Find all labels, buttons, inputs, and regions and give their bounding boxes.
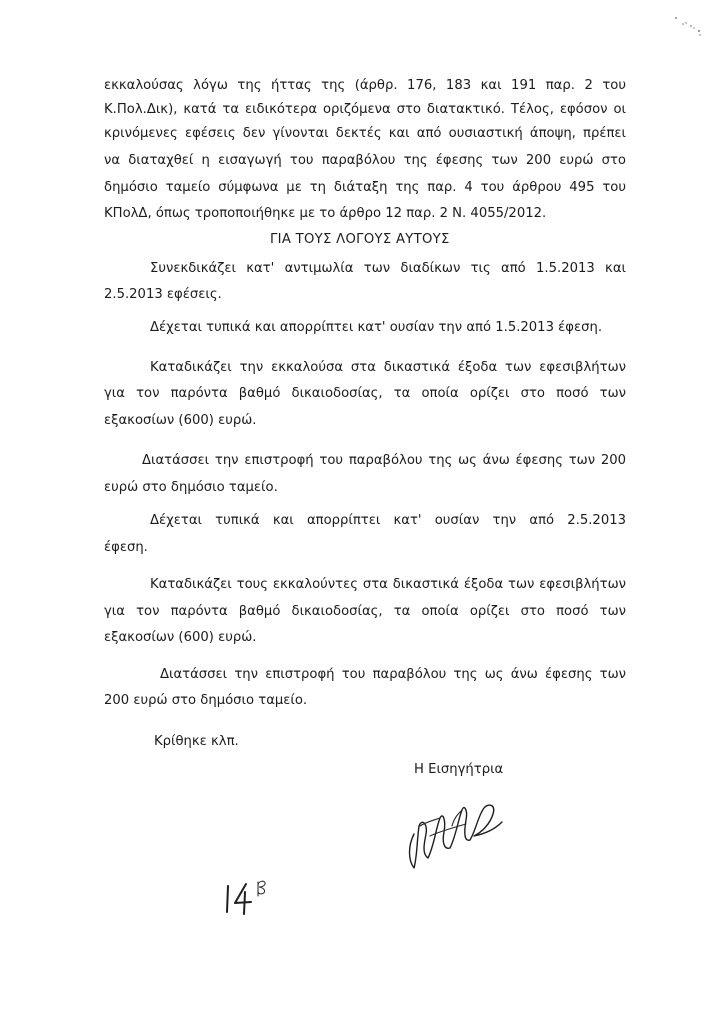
section-heading: ΓΙΑ ΤΟΥΣ ΛΟΓΟΥΣ ΑΥΤΟΥΣ <box>270 232 450 247</box>
ruling-line: για τον παρόντα βαθμό δικαιοδοσίας, τα οποία ορίζει στο ποσό των <box>104 604 626 619</box>
ruling-line: Κρίθηκε κλπ. <box>154 734 239 749</box>
ruling-line: 2.5.2013 εφέσεις. <box>104 287 222 302</box>
ruling-line: εξακοσίων (600) ευρώ. <box>104 630 257 645</box>
ruling-line: Συνεκδικάζει κατ' αντιμωλία των διαδίκων τις από 1.5.2013 και <box>150 261 626 276</box>
ruling-line: Διατάσσει την επιστροφή του παραβόλου της ως άνω έφεσης των <box>160 667 626 682</box>
ruling-line: Καταδικάζει την εκκαλούσα στα δικαστικά έξοδα των εφεσιβλήτων <box>150 360 626 375</box>
ruling-line: Διατάσσει την επιστροφή του παραβόλου της ως άνω έφεσης των 200 <box>142 453 626 468</box>
ruling-line: ευρώ στο δημόσιο ταμείο. <box>104 480 278 495</box>
ruling-line: Καταδικάζει τους εκκαλούντες στα δικαστικά έξοδα των εφεσιβλήτων <box>150 577 626 592</box>
ruling-line: έφεση. <box>104 540 148 555</box>
signatory-title: Η Εισηγήτρια <box>414 762 504 777</box>
body-line: κρινόμενες εφέσεις δεν γίνονται δεκτές και από ουσιαστική άποψη, πρέπει <box>104 126 626 141</box>
body-line: δημόσιο ταμείο σύμφωνα με τη διάταξη της παρ. 4 του άρθρου 495 του <box>104 180 626 195</box>
body-line: εκκαλούσας λόγω της ήττας της (άρθρ. 176, 183 και 191 παρ. 2 του <box>104 78 626 93</box>
body-line: να διαταχθεί η εισαγωγή του παραβόλου της έφεσης των 200 ευρώ στο <box>104 153 626 168</box>
ruling-line: 200 ευρώ στο δημόσιο ταμείο. <box>104 693 308 708</box>
handwritten-page-number <box>224 876 270 916</box>
ruling-line: Δέχεται τυπικά και απορρίπτει κατ' ουσίαν την από 1.5.2013 έφεση. <box>150 320 603 335</box>
ruling-line: για τον παρόντα βαθμό δικαιοδοσίας, τα οποία ορίζει στο ποσό των <box>104 386 626 401</box>
body-line: ΚΠολΔ, όπως τροποποιήθηκε με το άρθρο 12 παρ. 2 Ν. 4055/2012. <box>104 206 547 221</box>
body-line: Κ.Πολ.Δικ), κατά τα ειδικότερα οριζόμενα στο διατακτικό. Τέλος, εφόσον οι <box>104 102 626 117</box>
scan-speck-marks <box>672 14 702 44</box>
ruling-line: εξακοσίων (600) ευρώ. <box>104 413 257 428</box>
ruling-line: Δέχεται τυπικά και απορρίπτει κατ' ουσίαν την από 2.5.2013 <box>150 513 626 528</box>
handwritten-signature <box>400 776 510 872</box>
